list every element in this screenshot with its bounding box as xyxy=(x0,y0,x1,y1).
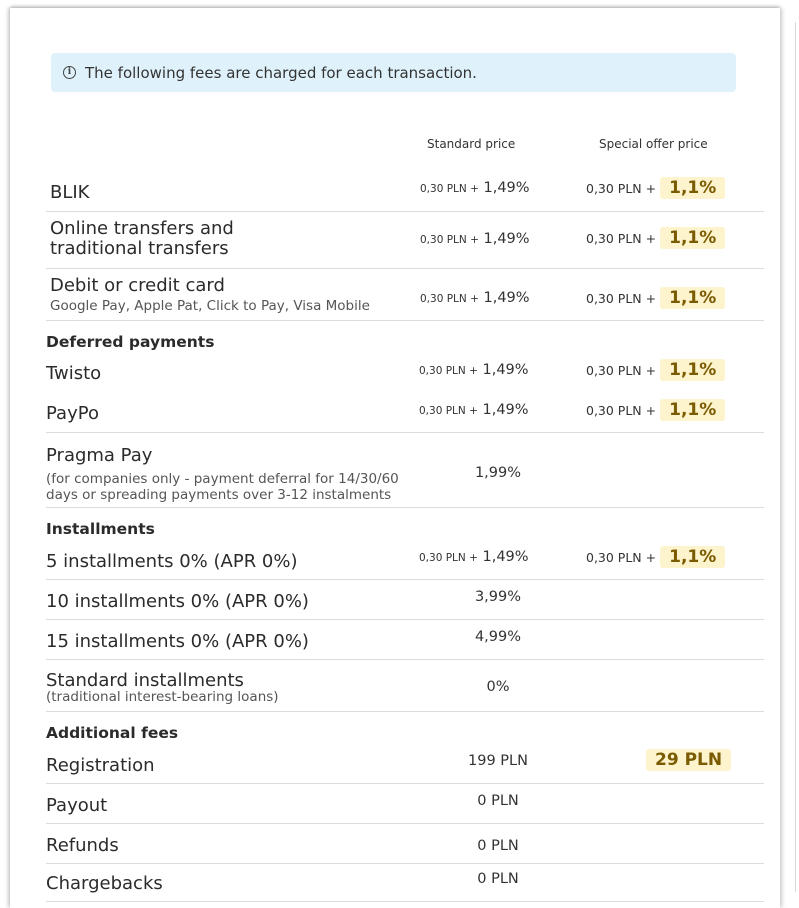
row-label: 10 installments 0% (APR 0%) xyxy=(46,591,309,612)
row-sublabel: (traditional interest-bearing loans) xyxy=(46,689,279,705)
percent: 1,49% xyxy=(483,290,530,306)
standard-price xyxy=(420,290,530,306)
section-additional: Additional fees xyxy=(46,724,179,742)
standard-price xyxy=(419,549,529,565)
row-sublabel-2: days or spreading payments over 3-12 instalments xyxy=(46,487,392,503)
info-notice xyxy=(51,53,736,92)
row-15-installments xyxy=(46,619,764,660)
percent: 1,49% xyxy=(483,231,530,247)
scroll-edge xyxy=(795,22,796,892)
fixed-fee: 0,30 PLN + xyxy=(586,230,657,246)
fixed-fee: 0,30 PLN + xyxy=(420,183,479,195)
fixed-fee: 0,30 PLN + xyxy=(419,552,478,564)
fixed-fee: 0,30 PLN + xyxy=(586,180,657,196)
standard-price: 0 PLN xyxy=(477,871,519,887)
row-refunds xyxy=(46,823,764,864)
section-installments: Installments xyxy=(46,520,155,538)
row-label: Refunds xyxy=(46,835,119,856)
special-percent: 1,1% xyxy=(660,287,725,309)
section-deferred: Deferred payments xyxy=(46,333,215,351)
standard-price: 3,99% xyxy=(474,589,522,605)
info-icon: i xyxy=(63,66,76,79)
standard-price xyxy=(420,180,530,196)
row-label: Standard installments xyxy=(46,670,244,691)
fixed-fee: 0,30 PLN + xyxy=(419,365,478,377)
percent: 1,49% xyxy=(482,402,529,418)
fixed-fee: 0,30 PLN + xyxy=(586,549,657,565)
col-header-special: Special offer price xyxy=(599,137,708,151)
standard-price: 4,99% xyxy=(474,629,522,645)
row-payout xyxy=(46,783,764,824)
row-label: 15 installments 0% (APR 0%) xyxy=(46,631,309,652)
row-chargebacks xyxy=(46,863,764,902)
row-label: Online transfers and xyxy=(50,218,234,239)
standard-price xyxy=(420,231,530,247)
col-header-standard: Standard price xyxy=(427,137,516,151)
fixed-fee: 0,30 PLN + xyxy=(419,405,478,417)
row-paypo xyxy=(46,393,764,433)
row-label: Twisto xyxy=(46,363,102,384)
standard-price: 0% xyxy=(486,679,510,695)
row-sublabel: (for companies only - payment deferral for 14/30/60 xyxy=(46,471,399,487)
row-10-installments xyxy=(46,579,764,620)
row-blik xyxy=(46,170,764,212)
row-label: Pragma Pay xyxy=(46,445,153,466)
special-price xyxy=(586,359,725,381)
standard-price: 1,99% xyxy=(474,465,522,481)
standard-price xyxy=(419,362,529,378)
row-sublabel: Google Pay, Apple Pat, Click to Pay, Visa Mobile xyxy=(50,298,370,314)
row-registration xyxy=(46,743,764,784)
standard-price: 0 PLN xyxy=(477,838,519,854)
fixed-fee: 0,30 PLN + xyxy=(586,362,657,378)
row-twisto xyxy=(46,353,764,393)
row-5-installments xyxy=(46,540,764,580)
special-percent: 1,1% xyxy=(660,227,725,249)
fixed-fee: 0,30 PLN + xyxy=(420,234,479,246)
special-price xyxy=(586,227,725,249)
special-percent: 1,1% xyxy=(660,177,725,199)
fixed-fee: 0,30 PLN + xyxy=(420,293,479,305)
standard-price: 0 PLN xyxy=(477,793,519,809)
info-notice-text: The following fees are charged for each transaction. xyxy=(85,63,477,82)
special-percent: 1,1% xyxy=(660,546,725,568)
special-price xyxy=(586,399,725,421)
row-label-2: traditional transfers xyxy=(50,238,229,259)
row-standard-installments xyxy=(46,659,764,712)
standard-price: 199 PLN xyxy=(468,753,528,769)
row-label: 5 installments 0% (APR 0%) xyxy=(46,551,298,572)
special-percent: 1,1% xyxy=(660,359,725,381)
row-card xyxy=(46,268,764,321)
standard-price xyxy=(419,402,529,418)
row-label: Debit or credit card xyxy=(50,275,225,296)
row-transfers xyxy=(46,211,764,269)
percent: 1,49% xyxy=(482,362,529,378)
special-percent: 1,1% xyxy=(660,399,725,421)
special-price: 29 PLN xyxy=(646,749,731,771)
percent: 1,49% xyxy=(483,180,530,196)
fixed-fee: 0,30 PLN + xyxy=(586,402,657,418)
special-price xyxy=(586,546,725,568)
row-label: Registration xyxy=(46,755,155,776)
row-label: BLIK xyxy=(50,182,90,203)
row-label: PayPo xyxy=(46,403,99,424)
percent: 1,49% xyxy=(482,549,529,565)
row-label: Chargebacks xyxy=(46,873,163,894)
row-pragma-pay xyxy=(46,432,764,508)
special-price xyxy=(586,287,725,309)
fixed-fee: 0,30 PLN + xyxy=(586,290,657,306)
special-price xyxy=(586,177,725,199)
row-label: Payout xyxy=(46,795,108,816)
